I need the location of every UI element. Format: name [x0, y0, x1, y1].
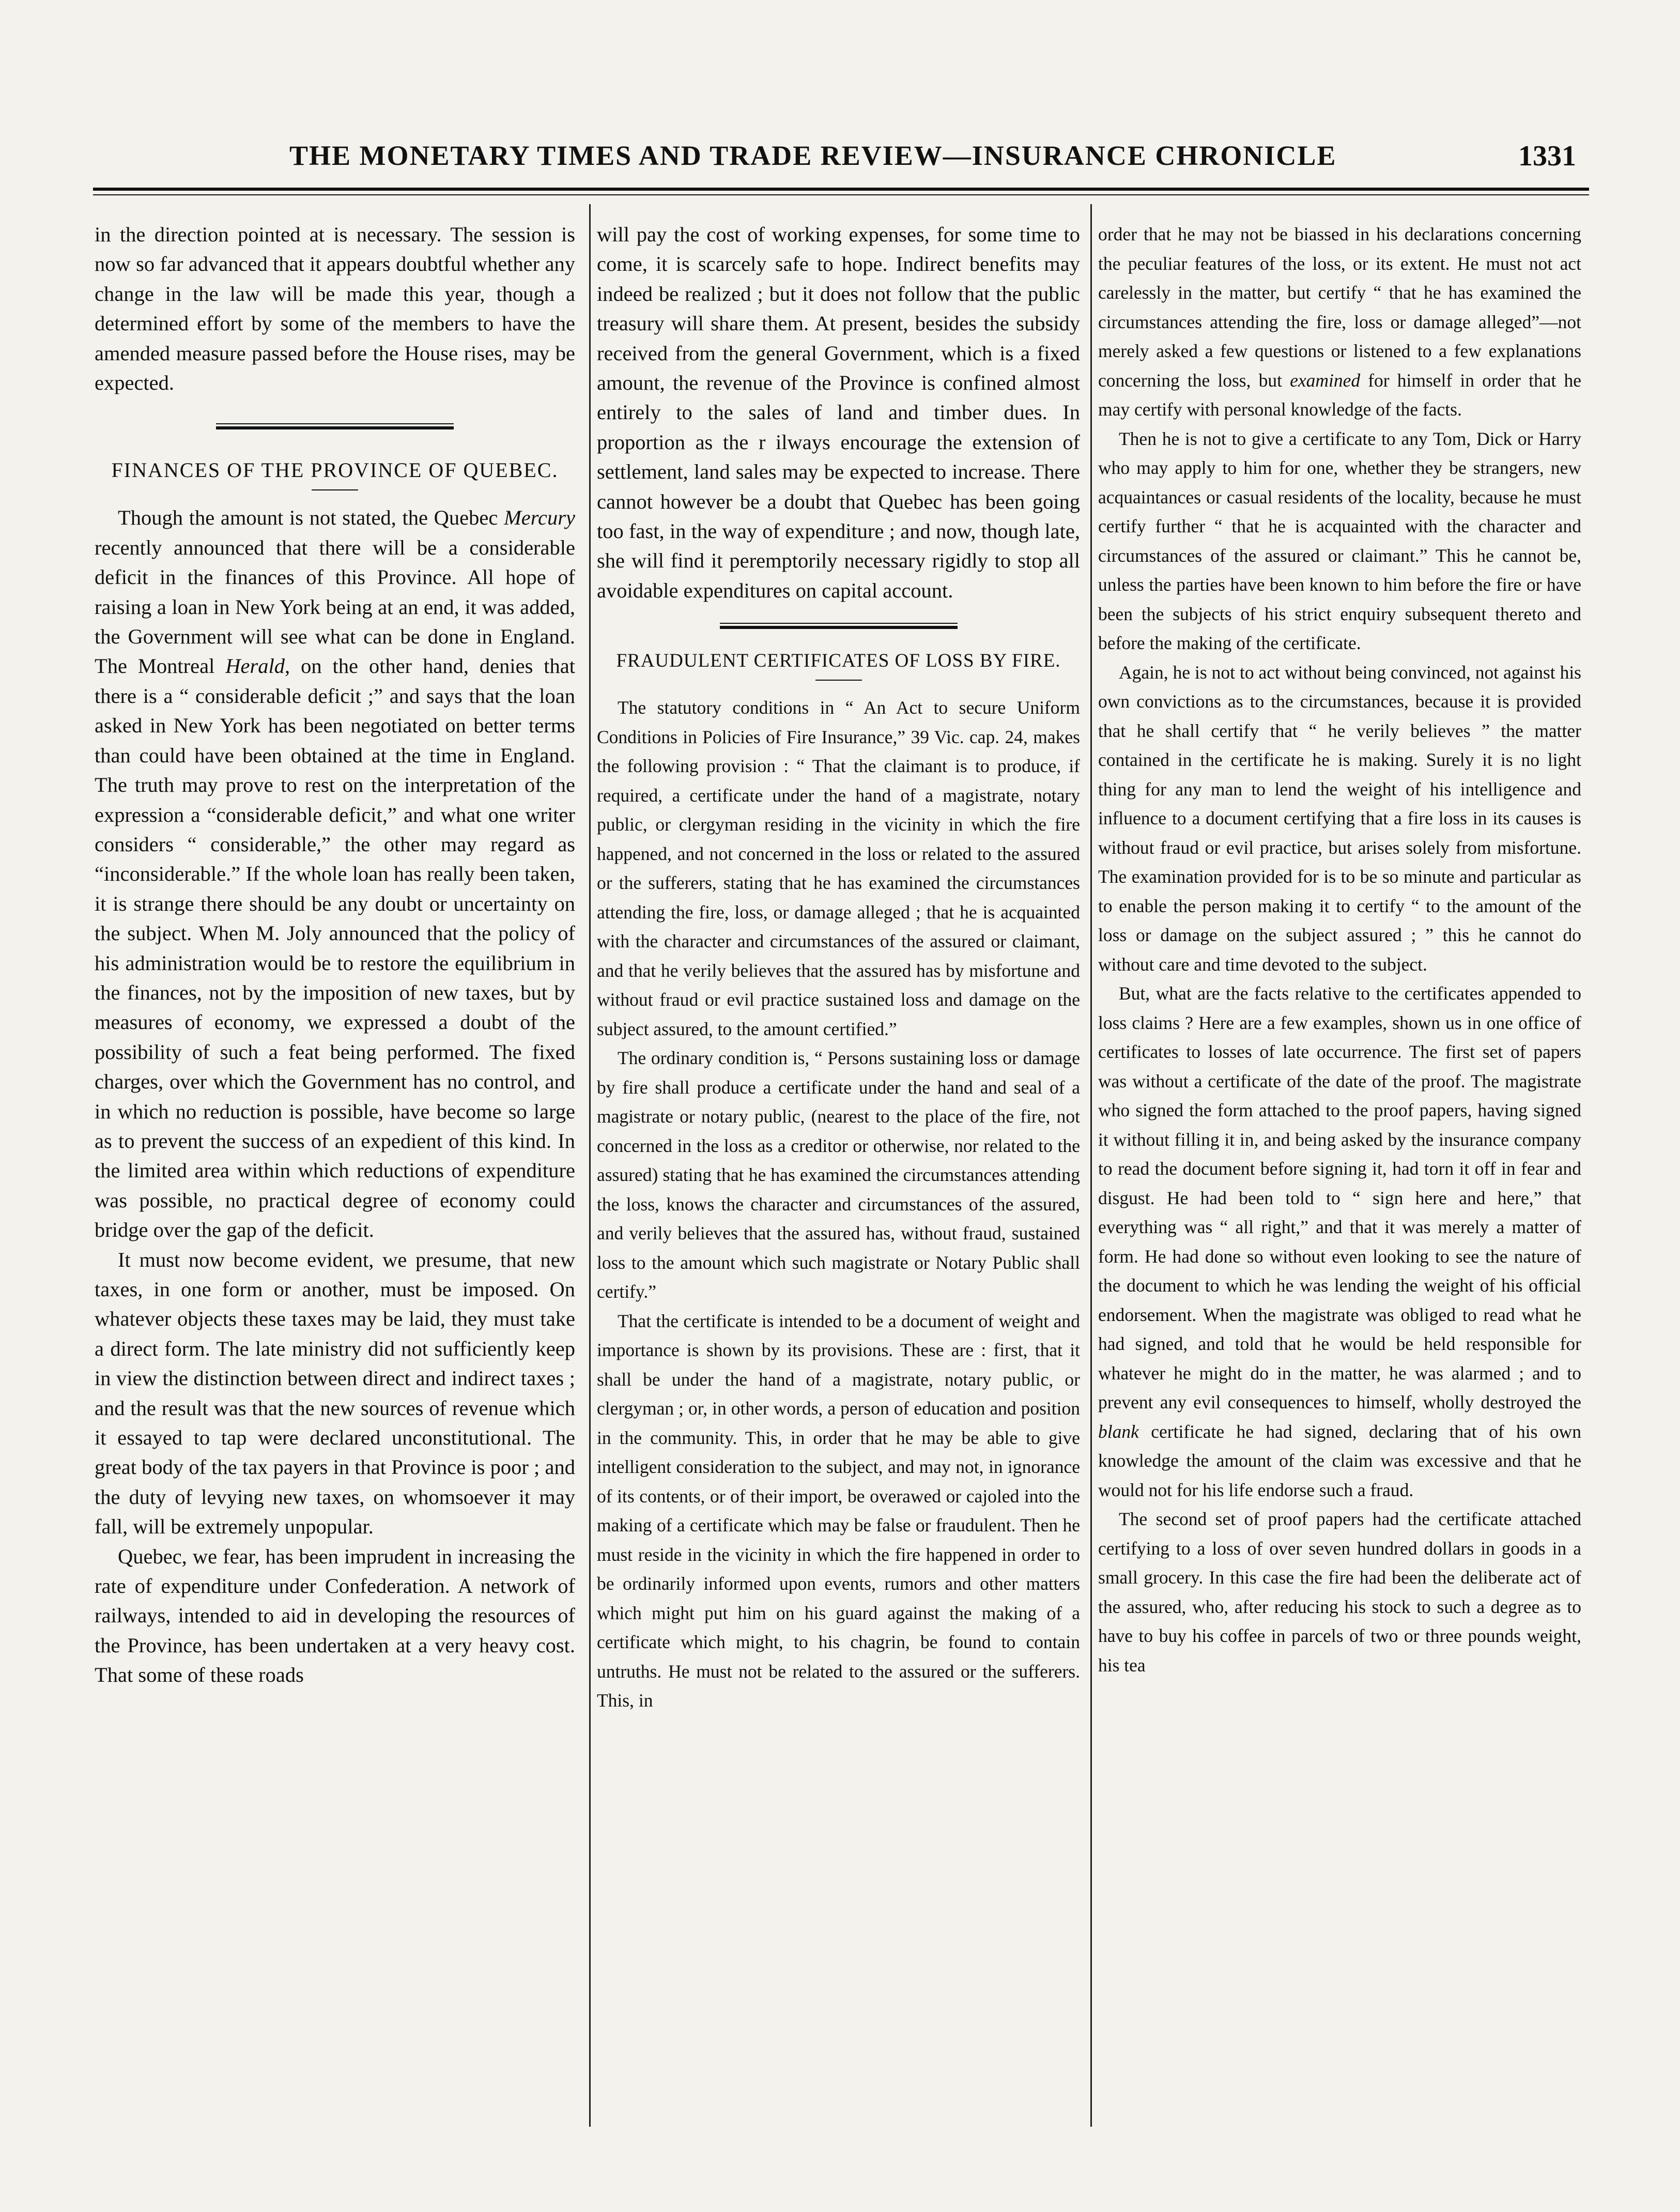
emphasis: blank	[1098, 1421, 1139, 1442]
paragraph: in the direction pointed at is necessary. The session is now so far advanced that it appears doubtful whether any change in the law will be made this year, though a determined effort by some of the members to have the amended measure passed before the House rises, may be expected.	[95, 223, 575, 395]
paragraph: The ordinary condition is, “ Persons sustaining loss or damage by fire shall produce a certificate under the hand and seal of a magistrate or notary public, (nearest to the place of the fire, not concerned in the loss as a creditor or otherwise, nor related to the assured) stating that he has examined the circumstances attending the loss, knows the character and circumstances of the assured, and verily believes that the assured has, without fraud, sustained loss to the amount which such magistrate or Notary Public shall certify.”	[597, 1048, 1080, 1302]
section-divider	[720, 623, 958, 630]
paragraph: Again, he is not to act without being convinced, not against his own convictions as to the circumstances, because it is provided that he shall certify that “ he verily believes ” the matter contained in the certificate he is making. Surely it is no light thing for any man to lend the weight of his intelligence and influence to a document certifying that a fire loss in its causes is without fraud or evil practice, but arises solely from misfortune. The examination provided for is to be so minute and particular as to enable the person making it to certify “ to the amount of the loss or damage on the subject assured ; ” this he cannot do without care and time devoted to the subject.	[1098, 662, 1581, 975]
newspaper-name: Herald	[225, 654, 285, 678]
article-body	[597, 693, 1080, 1715]
header-rule-thin	[93, 194, 1589, 195]
text: for himself in order that he may certify with personal knowledge of the facts.	[1098, 370, 1581, 420]
paragraph: will pay the cost of working expenses, for some time to come, it is scarcely safe to hope. Indirect benefits may indeed be realized ; but it does not follow that the public treasury will share them. At present, besides the subsidy received from the general Government, which is a fixed amount, the revenue of the Province is confined almost entirely to the sales of land and timber dues. In proportion as the r ilways encourage the extension of settlement, land sales may be expected to increase. There cannot however be a doubt that Quebec has been going too fast, in the way of expenditure ; and now, though late, she will find it peremptorily necessary rigidly to stop all avoidable expenditures on capital account.	[597, 223, 1080, 602]
article-heading: FINANCES OF THE PROVINCE OF QUEBEC.	[111, 458, 559, 482]
text: , on the other hand, denies that there is a “ considerable deficit ;” and says that the loan asked in New York has been negotiated on better terms than could have been obtained at the time in England. The truth may prove to rest on the interpretation of the expression a “considerable deficit,” and what one writer considers “ considerable,” the other may regard as “inconsiderable.” If the whole loan has really been taken, it is strange there should be any doubt or uncertainty on the subject. When M. Joly announced that the policy of his administration would be to restore the equilibrium in the finances, not by the imposition of new taxes, but by measures of economy, we expressed a doubt of the possibility of such a feat being performed. The fixed charges, over which the Government has no control, and in which no reduction is possible, have become so large as to prevent the success of an expedient of this kind. In the limited area within which reductions of expenditure was possible, no practical degree of economy could bridge over the gap of the deficit.	[95, 654, 576, 1242]
column-2	[597, 220, 1080, 1715]
paragraph: The statutory conditions in “ An Act to secure Uniform Conditions in Policies of Fire Insurance,” 39 Vic. cap. 24, makes the following provision : “ That the claimant is to produce, if required, a certificate under the hand of a magistrate, notary public, or clergyman residing in the vicinity in which the fire happened, and not concerned in the loss or related to the assured or the sufferers, stating that he has examined the circumstances attending the fire, loss, or damage alleged ; that he is acquainted with the character and circumstances of the assured or claimant, and that he verily believes that the assured has by misfortune and without fraud or evil practice sustained loss and damage on the subject assured, to the amount certified.”	[597, 697, 1080, 1039]
emphasis: examined	[1290, 370, 1361, 391]
page-header	[93, 140, 1586, 176]
newspaper-name: Mercury	[504, 506, 575, 530]
publication-title: THE MONETARY TIMES AND TRADE REVIEW—INSURANCE CHRONICLE	[289, 140, 1337, 171]
paragraph: It must now become evident, we presume, that new taxes, in one form or another, must be imposed. On whatever objects these taxes may be laid, they must take a direct form. The late ministry did not sufficiently keep in view the distinction between direct and indirect taxes ; and the result was that the new sources of revenue which it essayed to tap were declared unconstitutional. The great body of the tax payers in that Province is poor ; and the duty of levying new taxes, on whomsoever it may fall, will be extremely unpopular.	[95, 1248, 575, 1539]
heading-rule	[312, 489, 358, 490]
article-body	[1098, 220, 1581, 1680]
page-number: 1331	[1518, 140, 1576, 172]
paragraph	[95, 503, 575, 1245]
column-3	[1098, 220, 1581, 1680]
column-divider	[589, 204, 591, 2127]
section-divider	[216, 423, 454, 431]
paragraph: Then he is not to give a certificate to any Tom, Dick or Harry who may apply to him for one, whether they be strangers, new acquaintances or casual residents of the locality, because he must certify further “ that he is acquainted with the character and circumstances of the assured or claimant.” This he cannot be, unless the parties have been known to him before the fire or have been the subjects of his strict enquiry subsequent thereto and before the making of the certificate.	[1098, 428, 1581, 653]
column-1	[95, 220, 575, 1690]
paragraph	[1098, 220, 1581, 424]
paragraph: Quebec, we fear, has been imprudent in increasing the rate of expenditure under Confederation. A network of railways, intended to aid in developing the resources of the Province, has been undertaken at a very heavy cost. That some of these roads	[95, 1544, 575, 1687]
text: But, what are the facts relative to the certificates appended to loss claims ? Here are a few examples, shown us in one office of certificates to losses of late occurrence. The first set of papers was without a certificate of the date of the proof. The magistrate who signed the form attached to the proof papers, having signed it without filling it in, and being asked by the insurance company to read the document before signing it, had torn it off in fear and disgust. He had been told to “ sign here and here,” that everything was “ all right,” and that it was merely a matter of form. He had done so without even looking to see the nature of the document to which he was lending the weight of his official endorsement. When the magistrate was obliged to read what he had signed, and told that he would be held responsible for whatever he might do in the matter, he was alarmed ; and to prevent any evil consequences to himself, wholly destroyed the	[1098, 983, 1581, 1412]
paragraph: That the certificate is intended to be a document of weight and importance is shown by its provisions. These are : first, that it shall be under the hand of a magistrate, notary public, or clergyman ; or, in other words, a person of education and position in the community. This, in order that he may be able to give intelligent consideration to the subject, and may not, in ignorance of its contents, or of their import, be overawed or cajoled into the making of a certificate which may be false or fraudulent. Then he must reside in the vicinity in which the fire happened in order to be ordinarily informed upon events, rumors and other matters which might put him on his guard against the making of a certificate which might, to his chagrin, be found to contain untruths. He must not be related to the assured or the sufferers. This, in	[597, 1310, 1080, 1711]
paragraph	[1098, 979, 1581, 1504]
text: recently announced that there will be a considerable deficit in the finances of this Province. All hope of raising a loan in New York being at an end, it was added, the Government will see what can be done in England. The Montreal	[95, 535, 575, 678]
header-rule	[93, 188, 1589, 191]
text: certificate he had signed, declaring that of his own knowledge the amount of the claim was excessive and that he would not for his life endorse such a fraud.	[1098, 1421, 1581, 1500]
column-divider	[1090, 204, 1092, 2127]
text: Though the amount is not stated, the Quebec	[118, 506, 504, 530]
article-heading: FRAUDULENT CERTIFICATES OF LOSS BY FIRE.	[616, 650, 1061, 672]
heading-rule	[815, 680, 862, 681]
paragraph: The second set of proof papers had the certificate attached certifying to a loss of over seven hundred dollars in goods in a small grocery. In this case the fire had been the deliberate act of the assured, who, after reducing his stock to such a degree as to have to buy his coffee in parcels of two or three pounds weight, his tea	[1098, 1509, 1581, 1676]
text: order that he may not be biassed in his declarations concerning the peculiar features of the loss, or its extent. He must not act carelessly in the matter, but certify “ that he has examined the circumstances attending the fire, loss or damage alleged”—not merely asked a few questions or listened to a few explanations concerning the loss, but	[1098, 224, 1581, 391]
